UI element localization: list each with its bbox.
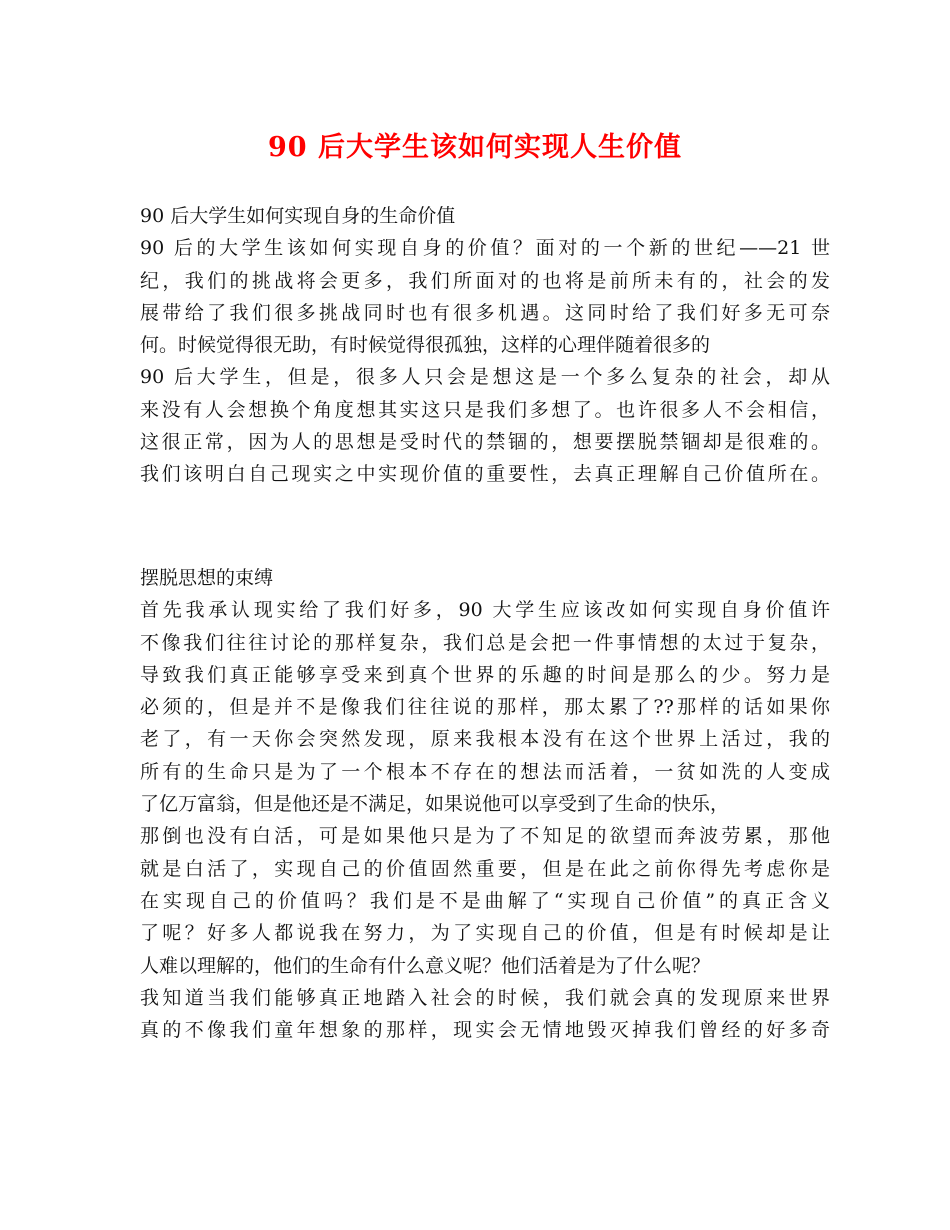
paragraph-line: 这很正常，因为人的思想是受时代的禁锢的，想要摆脱禁锢却是很难的。 [140, 431, 830, 454]
paragraph-line: 90 后大学生，但是，很多人只会是想这是一个多么复杂的社会，却从 [140, 366, 830, 389]
paragraph-line: 了亿万富翁，但是他还是不满足，如果说他可以享受到了生命的快乐， [140, 793, 730, 816]
paragraph-line: 真的不像我们童年想象的那样，现实会无情地毁灭掉我们曾经的好多奇 [140, 1019, 830, 1042]
paragraph-line: 了呢？好多人都说我在努力，为了实现自己的价值，但是有时候却是让 [140, 922, 830, 945]
paragraph-line: 必须的，但是并不是像我们往往说的那样，那太累了??那样的话如果你 [140, 696, 830, 719]
paragraph-line: 我们该明白自己现实之中实现价值的重要性，去真正理解自己价值所在。 [140, 463, 830, 486]
paragraph-line: 导致我们真正能够享受来到真个世界的乐趣的时间是那么的少。努力是 [140, 663, 830, 686]
paragraph-line: 何。时候觉得很无助，有时候觉得很孤独，这样的心理伴随着很多的 [140, 334, 711, 357]
paragraph-line: 纪，我们的挑战将会更多，我们所面对的也将是前所未有的，社会的发 [140, 269, 830, 292]
paragraph-line: 首先我承认现实给了我们好多，90 大学生应该改如何实现自身价值许 [140, 599, 830, 622]
section-2 [140, 562, 830, 1046]
document-title: 90 后大学生该如何实现人生价值 [268, 132, 682, 163]
paragraph-line: 人难以理解的，他们的生命有什么意义呢？他们活着是为了什么呢？ [140, 954, 711, 977]
section-heading: 摆脱思想的束缚 [140, 567, 274, 589]
paragraph-line: 所有的生命只是为了一个根本不存在的想法而活着，一贫如洗的人变成 [140, 760, 830, 783]
paragraph-line: 那倒也没有白活，可是如果他只是为了不知足的欲望而奔波劳累，那他 [140, 825, 830, 848]
paragraph-line: 在实现自己的价值吗？我们是不是曲解了“实现自己价值”的真正含义 [140, 889, 830, 912]
paragraph-line: 展带给了我们很多挑战同时也有很多机遇。这同时给了我们好多无可奈 [140, 301, 830, 324]
section-heading: 90 后大学生如何实现自身的生命价值 [140, 205, 456, 227]
paragraph-line: 老了，有一天你会突然发现，原来我根本没有在这个世界上活过，我的 [140, 728, 830, 751]
paragraph-line: 不像我们往往讨论的那样复杂，我们总是会把一件事情想的太过于复杂， [140, 631, 830, 654]
paragraph-line: 90 后的大学生该如何实现自身的价值？面对的一个新的世纪——21 世 [140, 237, 830, 260]
paragraph-line: 我知道当我们能够真正地踏入社会的时候，我们就会真的发现原来世界 [140, 986, 830, 1009]
paragraph-line: 就是白活了，实现自己的价值固然重要，但是在此之前你得先考虑你是 [140, 857, 830, 880]
section-1 [140, 200, 830, 491]
paragraph-line: 来没有人会想换个角度想其实这只是我们多想了。也许很多人不会相信， [140, 398, 830, 421]
